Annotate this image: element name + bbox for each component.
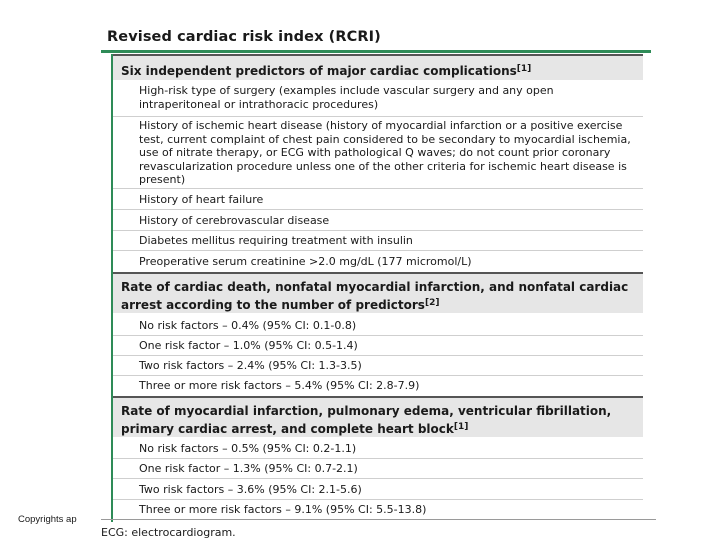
section-heading-text: Rate of myocardial infarction, pulmonary edema, ventricular fibrillation, primary cardiac arrest, and complete heart block [121, 404, 612, 436]
table-row: History of heart failure [113, 189, 643, 210]
section-heading-rate-cardiac-death [113, 272, 643, 313]
section-heading-rate-mi [113, 396, 643, 437]
table-row: Two risk factors – 3.6% (95% CI: 2.1-5.6) [113, 479, 643, 500]
table-title: Revised cardiac risk index (RCRI) [107, 29, 381, 45]
table-row: Three or more risk factors – 5.4% (95% CI: 2.8-7.9) [139, 379, 420, 392]
reference-marker: [2] [424, 298, 440, 308]
section-heading-text: Six independent predictors of major cardiac complications [121, 64, 517, 78]
reference-marker: [1] [453, 422, 469, 432]
reference-marker: [1] [516, 64, 532, 74]
footer-divider [101, 519, 656, 520]
table-row: One risk factor – 1.3% (95% CI: 0.7-2.1) [113, 459, 643, 479]
table-row: No risk factors – 0.4% (95% CI: 0.1-0.8) [113, 315, 643, 336]
table-row: Diabetes mellitus requiring treatment with insulin [113, 231, 643, 251]
copyright-text: Copyrights ap [18, 514, 77, 525]
table-row: History of cerebrovascular disease [113, 210, 643, 231]
section-heading-predictors [113, 54, 643, 80]
title-rule [101, 50, 651, 53]
table-row: History of ischemic heart disease (history of myocardial infarction or a positive exercise test, current complaint of chest pain considered to be secondary to myocardial ischemia, use of nitrate therapy, or ECG with pathological Q waves; do not count prior coronary revascularization procedure unless one of the other criteria for ischemic heart disease is present) [113, 117, 643, 189]
table-row: Three or more risk factors – 9.1% (95% CI: 5.5-13.8) [139, 503, 427, 516]
footnote: ECG: electrocardiogram. [101, 526, 236, 539]
table-row: High-risk type of surgery (examples include vascular surgery and any open intraperitoneal or intrathoracic procedures) [113, 81, 643, 117]
section-heading-text: Rate of cardiac death, nonfatal myocardial infarction, and nonfatal cardiac arrest according to the number of predictors [121, 280, 629, 312]
table-row: Preoperative serum creatinine >2.0 mg/dL (177 micromol/L) [139, 255, 472, 268]
rcri-table [111, 54, 643, 522]
table-row: One risk factor – 1.0% (95% CI: 0.5-1.4) [113, 336, 643, 356]
table-row: Two risk factors – 2.4% (95% CI: 1.3-3.5) [113, 356, 643, 376]
table-row: No risk factors – 0.5% (95% CI: 0.2-1.1) [113, 439, 643, 459]
